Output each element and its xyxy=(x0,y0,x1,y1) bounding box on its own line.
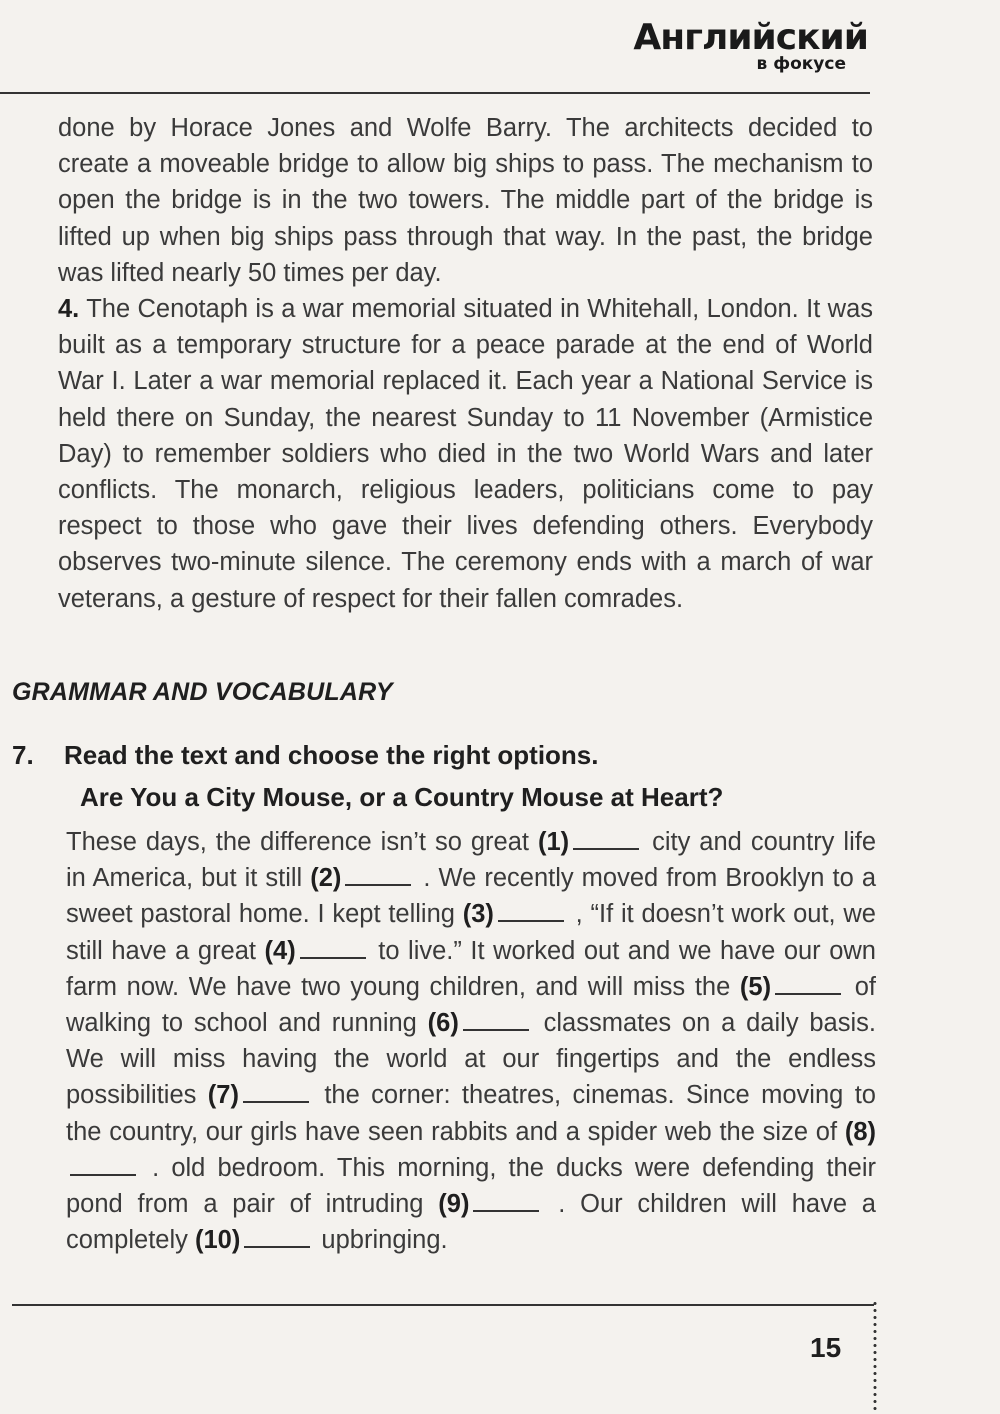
logo-subtitle: в фокусе xyxy=(756,54,846,74)
gap-number: (1) xyxy=(537,828,570,856)
answer-blank[interactable] xyxy=(300,939,366,959)
gap-number: (2) xyxy=(310,864,342,893)
cloze-segment: to live.” It worked out and we have our own farm now. We have two young children, and will miss the xyxy=(66,936,876,1001)
footer-divider xyxy=(12,1304,874,1306)
gap-number: (10) xyxy=(194,1226,241,1255)
section-heading: GRAMMAR AND VOCABULARY xyxy=(12,678,393,706)
gap-number: (7) xyxy=(207,1081,239,1110)
cloze-text xyxy=(66,824,876,1258)
task-instruction: Read the text and choose the right options. xyxy=(64,740,599,770)
answer-blank[interactable] xyxy=(775,975,841,995)
cloze-segment: city and country life in America, but it still xyxy=(66,828,876,893)
logo-title: Английский xyxy=(633,17,868,58)
page-number: 15 xyxy=(810,1332,842,1363)
answer-blank[interactable] xyxy=(345,866,411,886)
cloze-segment: upbringing. xyxy=(314,1226,448,1255)
paragraph-continued xyxy=(58,110,873,291)
cloze-segment: . old bedroom. This morning, the ducks were defending their pond from a pair of intruding xyxy=(66,1153,876,1219)
paragraph-text: The Cenotaph is a war memorial situated in Whitehall, London. It was built as a temporary structure for a peace parade at the end of World War I. Later a war memorial replaced it. Each year a National Service is held there on Sunday, the nearest Sunday to 11 November (Armistice Day) to remember soldiers who died in the two World Wars and later conflicts. The monarch, religious leaders, politicians come to pay respect to those who gave their lives defending others. Everybody observes two-minute silence. The ceremony ends with a march of war veterans, a gesture of respect for their fallen comrades. xyxy=(58,295,873,613)
cloze-segment: classmates on a daily basis. We will miss having the world at our fingertips and the endless possibilities xyxy=(66,1009,876,1110)
gap-number: (6) xyxy=(427,1009,459,1038)
gap-number: (4) xyxy=(264,936,296,965)
cloze-segment: the corner: theatres, cinemas. Since moving to the country, our girls have seen rabbits and a spider web the size of xyxy=(66,1081,876,1146)
answer-blank[interactable] xyxy=(573,830,639,850)
task-heading xyxy=(12,740,599,771)
cloze-segment: These days, the difference isn’t so great xyxy=(66,828,538,856)
dotted-edge-line xyxy=(873,1300,877,1414)
answer-blank[interactable] xyxy=(244,1228,310,1248)
gap-number: (8) xyxy=(844,1117,876,1146)
cloze-segment: , “If it doesn’t work out, we still have a great xyxy=(66,900,876,965)
paragraph-item-4 xyxy=(58,291,873,617)
gap-number: (3) xyxy=(462,900,494,929)
cloze-segment: of walking to school and running xyxy=(66,972,876,1038)
gap-number: (5) xyxy=(739,972,772,1001)
cloze-segment: . We recently moved from Brooklyn to a sweet pastoral home. I kept telling xyxy=(66,864,876,929)
reading-text-continuation xyxy=(58,110,873,617)
text-title: Are You a City Mouse, or a Country Mouse at Heart? xyxy=(80,782,724,812)
gap-number: (9) xyxy=(438,1190,470,1219)
header-divider xyxy=(0,92,870,94)
answer-blank[interactable] xyxy=(243,1083,309,1103)
cloze-paragraph xyxy=(66,824,876,1258)
task-number: 7. xyxy=(12,740,34,770)
publisher-logo xyxy=(633,18,868,74)
answer-blank[interactable] xyxy=(473,1192,539,1212)
answer-blank[interactable] xyxy=(498,902,564,922)
item-number: 4. xyxy=(58,295,80,324)
answer-blank[interactable] xyxy=(463,1011,529,1031)
paragraph-text: done by Horace Jones and Wolfe Barry. The architects decided to create a moveable bridge to allow big ships to pass. The mechanism to open the bridge is in the two towers. The middle part of the bridge is lifted up when big ships pass through that way. In the past, the bridge was lifted nearly 50 times per day. xyxy=(58,114,873,287)
answer-blank[interactable] xyxy=(70,1156,136,1176)
cloze-segment: . Our children will have a completely xyxy=(66,1190,876,1255)
